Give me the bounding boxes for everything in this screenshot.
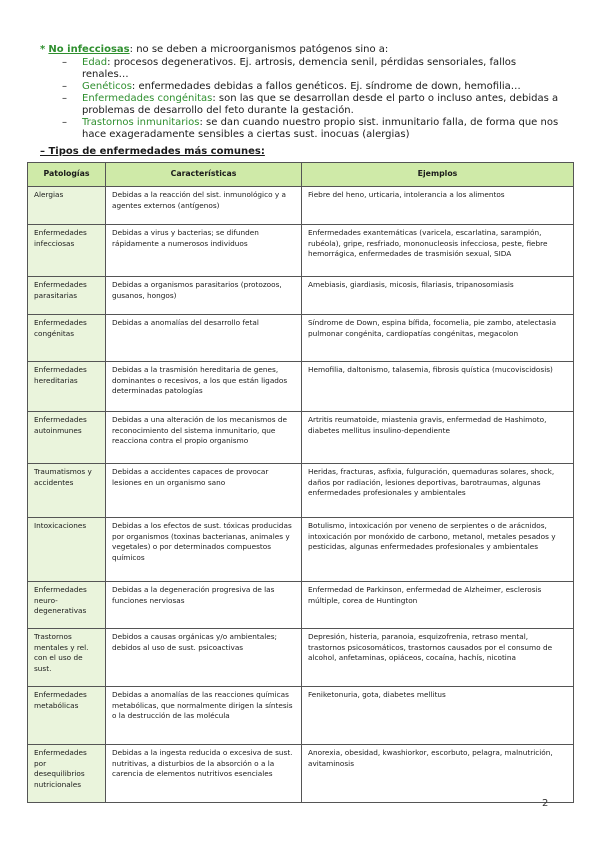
- cell-examples: Enfermedad de Parkinson, enfermedad de Alzheimer, esclerosis múltiple, corea de Huntington: [302, 582, 574, 629]
- intro-list: [40, 57, 560, 141]
- intro-list-item: – Enfermedades congénitas: son las que se desarrollan desde el parto o incluso antes, debidas a problemas de desarrollo del feto durante la gestación.: [62, 93, 559, 116]
- table-row: [28, 362, 574, 412]
- cell-examples: Fiebre del heno, urticaria, intolerancia a los alimentos: [302, 187, 574, 225]
- header-ejemplos: Ejemplos: [302, 163, 574, 187]
- intro-text: : no se deben a microorganismos patógenos sino a:: [129, 44, 389, 55]
- item-term: Edad: [82, 57, 108, 68]
- cell-characteristics: Debidas a virus y bacterias; se difunden rápidamente a numerosos individuos: [106, 225, 302, 277]
- cell-characteristics: Debidas a anomalías del desarrollo fetal: [106, 315, 302, 362]
- item-text: : enfermedades debidas a fallos genéticos. Ej. síndrome de down, hemofilia…: [131, 81, 521, 92]
- table-row: [28, 745, 574, 803]
- table-header-row: [28, 163, 574, 187]
- cell-pathology: Enfermedades infecciosas: [28, 225, 106, 277]
- cell-characteristics: Debidas a la reacción del sist. inmunológico y a agentes externos (antígenos): [106, 187, 302, 225]
- item-text: : procesos degenerativos. Ej. artrosis, demencia senil, pérdidas sensoriales, fallos renales…: [82, 57, 517, 80]
- cell-pathology: Enfermedades parasitarias: [28, 277, 106, 315]
- cell-examples: Heridas, fracturas, asfixia, fulguración, quemaduras solares, shock, daños por radiación, lesiones deportivas, barotraumas, algunas enfermedades profesionales y ambientales: [302, 464, 574, 518]
- intro-list-item: – Trastornos inmunitarios: se dan cuando nuestro propio sist. inmunitario falla, de forma que nos hace exageradamente sensibles a ciertas sust. inocuas (alergias): [62, 117, 559, 140]
- intro-heading: [40, 44, 560, 56]
- diseases-table: [27, 162, 574, 803]
- cell-characteristics: Debidas a la degeneración progresiva de las funciones nerviosas: [106, 582, 302, 629]
- header-caracteristicas: Características: [106, 163, 302, 187]
- table-row: [28, 464, 574, 518]
- bullet-star: *: [40, 44, 46, 55]
- cell-examples: Botulismo, intoxicación por veneno de serpientes o de arácnidos, intoxicación por monóxido de carbono, metanol, metales pesados y pesticidas, algunas enfermedades profesionales y ambientales: [302, 518, 574, 582]
- table-row: [28, 582, 574, 629]
- item-term: Genéticos: [82, 81, 132, 92]
- table-row: [28, 629, 574, 687]
- page-number: 2: [542, 798, 549, 809]
- item-term: Enfermedades congénitas: [82, 93, 213, 104]
- intro-list-item: – Genéticos: enfermedades debidas a fallos genéticos. Ej. síndrome de down, hemofilia…: [62, 81, 521, 92]
- table-row: [28, 518, 574, 582]
- cell-pathology: Enfermedades hereditarias: [28, 362, 106, 412]
- item-text: : son las que se desarrollan desde el parto o incluso antes, debidas a problemas de desarrollo del feto durante la gestación.: [82, 93, 559, 116]
- cell-examples: Artritis reumatoide, miastenia gravis, enfermedad de Hashimoto, diabetes mellitus insulino-dependiente: [302, 412, 574, 464]
- intro-term: No infecciosas: [48, 44, 130, 55]
- cell-pathology: Enfermedades autoinmunes: [28, 412, 106, 464]
- table-row: [28, 687, 574, 745]
- table-row: [28, 412, 574, 464]
- cell-characteristics: Debidas a una alteración de los mecanismos de reconocimiento del sistema inmunitario, que reacciona contra el propio organismo: [106, 412, 302, 464]
- cell-characteristics: Debidas a organismos parasitarios (protozoos, gusanos, hongos): [106, 277, 302, 315]
- header-patologias: Patologías: [28, 163, 106, 187]
- cell-characteristics: Debidas a anomalías de las reacciones químicas metabólicas, que normalmente dirigen la síntesis o la destrucción de las molécula: [106, 687, 302, 745]
- cell-pathology: Intoxicaciones: [28, 518, 106, 582]
- table-row: [28, 277, 574, 315]
- cell-examples: Síndrome de Down, espina bífida, focomelia, pie zambo, atelectasia pulmonar congénita, cardiopatías congénitas, megacolon: [302, 315, 574, 362]
- item-term: Trastornos inmunitarios: [82, 117, 200, 128]
- cell-characteristics: Debidos a causas orgánicas y/o ambientales; debidos al uso de sust. psicoactivas: [106, 629, 302, 687]
- cell-examples: Amebiasis, giardiasis, micosis, filariasis, tripanosomiasis: [302, 277, 574, 315]
- cell-pathology: Trastornos mentales y rel. con el uso de sust.: [28, 629, 106, 687]
- intro-list-item: – Edad: procesos degenerativos. Ej. artrosis, demencia senil, pérdidas sensoriales, fallos renales…: [62, 57, 517, 80]
- cell-examples: Feniketonuria, gota, diabetes mellitus: [302, 687, 574, 745]
- cell-pathology: Enfermedades neuro-degenerativas: [28, 582, 106, 629]
- cell-pathology: Enfermedades metabólicas: [28, 687, 106, 745]
- cell-pathology: Traumatismos y accidentes: [28, 464, 106, 518]
- cell-characteristics: Debidas a la ingesta reducida o excesiva de sust. nutritivas, a disturbios de la absorción o a la carencia de elementos nutritivos esenciales: [106, 745, 302, 803]
- cell-characteristics: Debidas a accidentes capaces de provocar lesiones en un organismo sano: [106, 464, 302, 518]
- cell-pathology: Enfermedades congénitas: [28, 315, 106, 362]
- section-title: – Tipos de enfermedades más comunes:: [40, 146, 265, 157]
- table-row: [28, 187, 574, 225]
- cell-examples: Depresión, histeria, paranoia, esquizofrenia, retraso mental, trastornos psicosomáticos, trastornos causados por el consumo de alcohol, anfetaminas, opiáceos, cocaína, hachís, nicotina: [302, 629, 574, 687]
- table-row: [28, 315, 574, 362]
- cell-characteristics: Debidas a la trasmisión hereditaria de genes, dominantes o recesivos, a los que están ligados determinadas patologías: [106, 362, 302, 412]
- intro-section: [40, 44, 560, 141]
- table-row: [28, 225, 574, 277]
- item-text: : se dan cuando nuestro propio sist. inmunitario falla, de forma que nos hace exageradamente sensibles a ciertas sust. inocuas (alergias): [82, 117, 559, 140]
- cell-examples: Hemofilia, daltonismo, talasemia, fibrosis quística (mucoviscidosis): [302, 362, 574, 412]
- cell-pathology: Enfermedades por desequilibrios nutricionales: [28, 745, 106, 803]
- cell-characteristics: Debidas a los efectos de sust. tóxicas producidas por organismos (toxinas bacterianas, animales y vegetales) o por determinados compuestos químicos: [106, 518, 302, 582]
- cell-pathology: Alergias: [28, 187, 106, 225]
- cell-examples: Enfermedades exantemáticas (varicela, escarlatina, sarampión, rubéola), gripe, resfriado, mononucleosis infecciosa, peste, fiebre hemorrágica, enfermedades de trasmisión sexual, SIDA: [302, 225, 574, 277]
- cell-examples: Anorexia, obesidad, kwashiorkor, escorbuto, pelagra, malnutrición, avitaminosis: [302, 745, 574, 803]
